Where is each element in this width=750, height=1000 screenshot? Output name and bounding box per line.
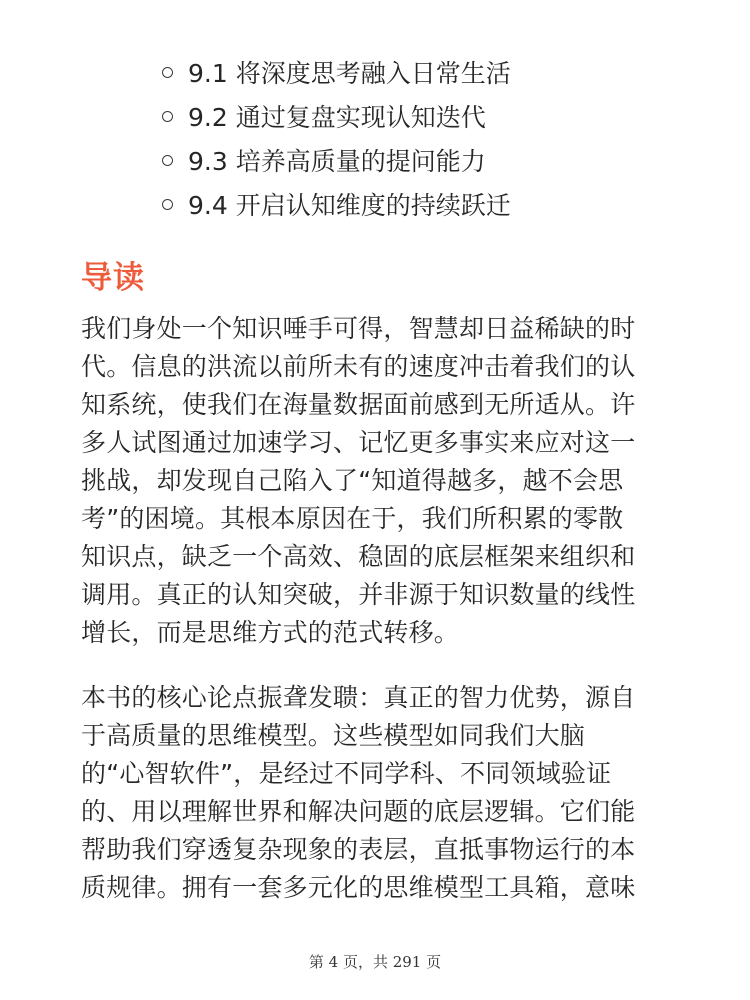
toc-item[interactable]: [162, 50, 722, 94]
toc-item[interactable]: [162, 138, 722, 182]
paragraph-line: 的“心智软件”，是经过不同学科、不同领域验证: [81, 759, 612, 788]
circle-bullet-icon: [162, 111, 173, 122]
paragraph-line: 本书的核心论点振聋发聩：真正的智力优势，源自: [81, 683, 636, 712]
paragraph-line: 挑战，却发现自己陷入了“知道得越多，越不会思: [81, 466, 624, 495]
paragraph-line: 帮助我们穿透复杂现象的表层，直抵事物运行的本: [81, 835, 636, 864]
toc-item-label: 9.1 将深度思考融入日常生活: [188, 59, 511, 88]
paragraph-line: 质规律。拥有一套多元化的思维模型工具箱，意味: [81, 873, 636, 902]
circle-bullet-icon: [162, 199, 173, 210]
paragraph-line: 于高质量的思维模型。这些模型如同我们大脑: [81, 721, 586, 750]
paragraph-line: 考”的困境。其根本原因在于，我们所积累的零散: [81, 504, 624, 533]
paragraph-line: 调用。真正的认知突破，并非源于知识数量的线性: [81, 580, 636, 609]
toc-item-label: 9.4 开启认知维度的持续跃迁: [188, 191, 511, 220]
paragraph-line: 增长，而是思维方式的范式转移。: [81, 618, 460, 647]
paragraph-line: 代。信息的洪流以前所未有的速度冲击着我们的认: [81, 352, 636, 381]
toc-item[interactable]: [162, 182, 722, 226]
paragraph-line: 的、用以理解世界和解决问题的底层逻辑。它们能: [81, 797, 636, 826]
body-paragraph: [81, 679, 671, 907]
paragraph-line: 知系统，使我们在海量数据面前感到无所适从。许: [81, 390, 636, 419]
toc-list: [162, 50, 722, 226]
paragraph-line: 知识点，缺乏一个高效、稳固的底层框架来组织和: [81, 542, 636, 571]
toc-item-label: 9.2 通过复盘实现认知迭代: [188, 103, 486, 132]
circle-bullet-icon: [162, 67, 173, 78]
circle-bullet-icon: [162, 155, 173, 166]
toc-item[interactable]: [162, 94, 722, 138]
body-paragraph: [81, 310, 671, 652]
section-heading: 导读: [81, 260, 145, 296]
paragraph-line: 多人试图通过加速学习、记忆更多事实来应对这一: [81, 428, 636, 457]
paragraph-line: 我们身处一个知识唾手可得，智慧却日益稀缺的时: [81, 314, 636, 343]
page-number: 第 4 页，共 291 页: [308, 953, 442, 971]
toc-item-label: 9.3 培养高质量的提问能力: [188, 147, 486, 176]
